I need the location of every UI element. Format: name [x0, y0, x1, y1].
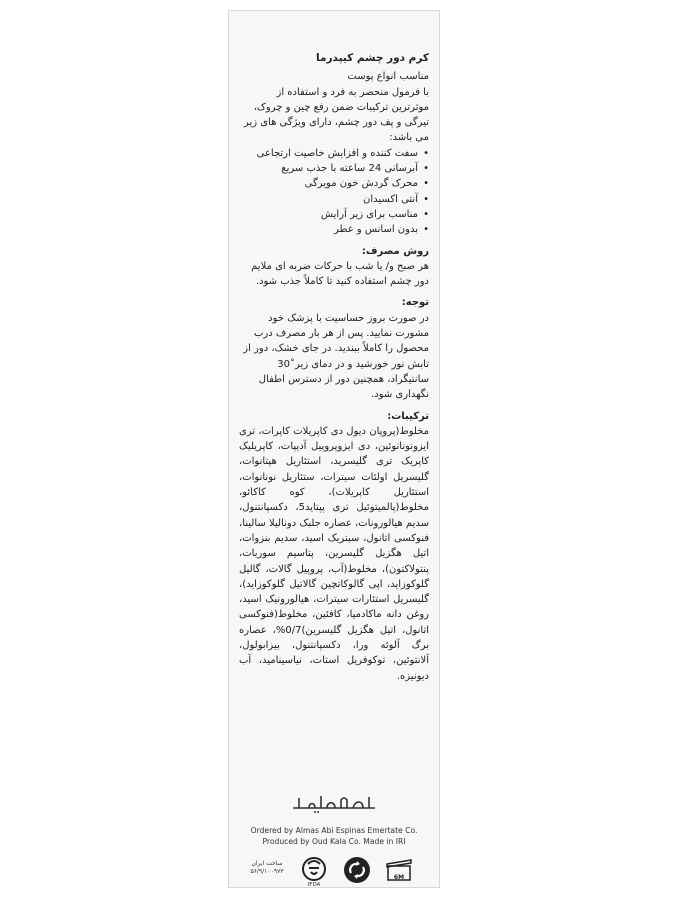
feature-item: • آنتی اکسیدان: [239, 192, 429, 207]
feature-item: • محرک گردش خون مویرگی: [239, 176, 429, 191]
ingredients-heading: ترکیبات:: [387, 410, 429, 422]
ifda-icon: [297, 856, 331, 882]
feature-item: • بدون اسانس و عطر: [239, 222, 429, 237]
product-subtitle: مناسب انواع پوست: [347, 71, 429, 83]
product-intro: با فرمول منحصر به فرد و استفاده از موثرترین ترکیبات ضمن رفع چین و چروک، تیرگی و پف دور چشم، دارای ویژگی های زیر می باشد:: [243, 86, 429, 144]
caution-text: در صورت بروز حساسیت با پزشک خود مشورت نمایید. پس از هر بار مصرف درب محصول را کاملاً ببندید. در جای خشک، دور از تابش نور خورشید و در دمای زیر˚30 سانتیگراد، همچنین دور از دسترس اطفال نگهداری شود.: [243, 312, 429, 401]
credits-produced-by: Produced by Oud Kala Co. Made in IRI: [262, 837, 406, 846]
pao-label: 6M: [393, 874, 405, 881]
feature-item: • مناسب برای زیر آرایش: [239, 207, 429, 222]
recycle-mark: [343, 856, 371, 888]
product-title: کرم دور چشم کیپدرما: [316, 52, 429, 64]
made-in-label: ساخت ایران: [251, 860, 283, 867]
feature-item: • سفت کننده و افزایش خاصیت ارتجاعی: [239, 146, 429, 161]
usage-text: هر صبح و/ یا شب با حرکات ضربه ای ملایم دور چشم استفاده کنید تا کاملاً جذب شود.: [251, 260, 429, 288]
brand-logo-mark: [289, 788, 379, 816]
ifda-mark: [297, 856, 331, 886]
credits-ordered-by: Ordered by Almas Abi Espinas Emertate Co.: [250, 826, 418, 835]
recycle-icon: [343, 856, 371, 884]
feature-item: • آبرسانی 24 ساعته با جذب سریع: [239, 161, 429, 176]
period-after-opening: [383, 856, 415, 886]
feature-list: [239, 146, 429, 238]
made-in-iran: [249, 860, 285, 876]
label-text: [239, 51, 429, 684]
usage-heading: روش مصرف:: [361, 245, 429, 257]
manufacturer-credits: [235, 825, 433, 847]
license-number: ۵۶/۹/۱۰۰۹۷۳: [250, 868, 284, 875]
product-label-panel: [228, 10, 440, 888]
regulatory-symbols: [241, 856, 427, 892]
brand-logo: [289, 788, 379, 816]
ingredients-text: مخلوط(پروپان دیول دی کاپریلات کاپرات، تری ایزونونانوئین، دی ایزوپروپیل آدیپات، کاپریلیک کاپریک تری گلیسرید، استئاریل هپتانوات، گلیسریل اولئات سیترات، ستئاریل نونانوات، استئاریل کاپریلات)، کوه کاکائو، مخلوط(پالمیتوئیل تری پپتاید5، دکسپانتنول، سدیم هیالورونات، عصاره جلبک دونالیلا سالینا، فنوکسی اتانول، سیتریک اسید، سدیم بنزوات، اتیل هگزیل گلیسرین، پتاسیم سوربات، پنتولاکتون)، مخلوط(آب، پروپیل گالات، گالیل گلوکوزاید، اپی گالوکاتچین گالاتیل گلوکوزاید)، گلیسریل استئارات سیترات، هیالورونیک اسید، روغن دانه ماکادمیا، کافئین، مخلوط(فنوکسی اتانول، اتیل هگزیل گلیسرین)0/7%، عصاره برگ آلوئه ورا، دکسپانتنول، بیزابولول، آلانتوئین، توکوفریل استات، نیاسینامید، آب دیونیزه.: [239, 425, 429, 682]
caution-heading: توجه:: [401, 297, 429, 309]
ifda-label: IFDA: [307, 882, 321, 888]
